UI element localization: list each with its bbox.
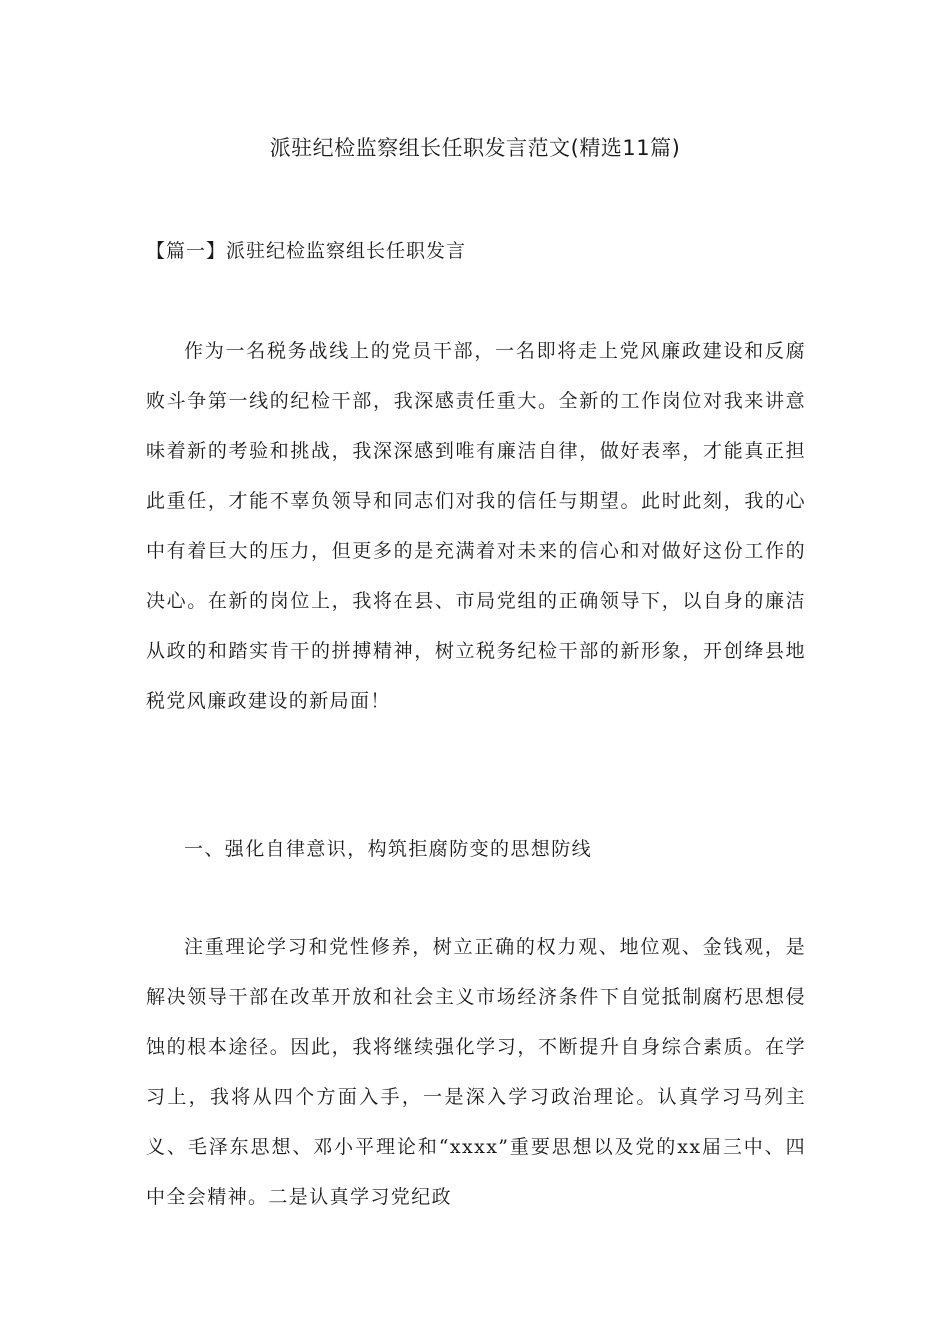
sub-heading-1: 一、强化自律意识，构筑拒腐防变的思想防线 xyxy=(184,838,593,860)
body-paragraph-1: 作为一名税务战线上的党员干部，一名即将走上党风廉政建设和反腐败斗争第一线的纪检干部，我深感责任重大。全新的工作岗位对我来讲意味着新的考验和挑战，我深深感到唯有廉洁自律，做好表率，才能真正担此重任，才能不辜负领导和同志们对我的信任与期望。此时此刻，我的心中有着巨大的压力，但更多的是充满着对未来的信心和对做好这份工作的决心。在新的岗位上，我将在县、市局党组的正确领导下，以自身的廉洁从政的和踏实肯干的拼搏精神，树立税务纪检干部的新形象，开创绛县地税党风廉政建设的新局面！ xyxy=(146,340,806,712)
body-paragraph-2: 注重理论学习和党性修养，树立正确的权力观、地位观、金钱观，是解决领导干部在改革开放和社会主义市场经济条件下自觉抵制腐朽思想侵蚀的根本途径。因此，我将继续强化学习，不断提升自身综合素质。在学习上，我将从四个方面入手，一是深入学习政治理论。认真学习马列主义、毛泽东思想、邓小平理论和“xxxx”重要思想以及党的xx届三中、四中全会精神。二是认真学习党纪政 xyxy=(146,936,806,1208)
section-heading: 【篇一】派驻纪检监察组长任职发言 xyxy=(146,240,467,262)
document-title: 派驻纪检监察组长任职发言范文(精选11篇) xyxy=(269,136,681,160)
